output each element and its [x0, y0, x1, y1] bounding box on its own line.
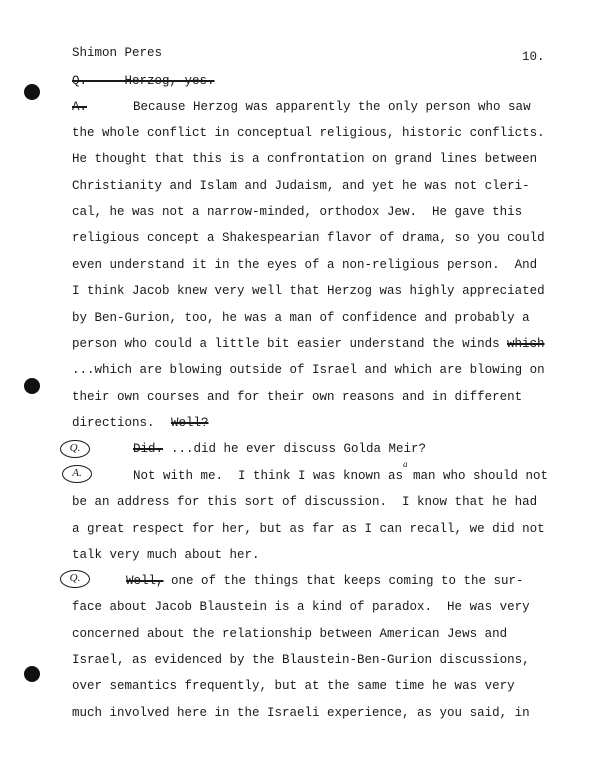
- text-line: ...which are blowing outside of Israel and which are blowing on: [72, 363, 545, 377]
- punch-hole-middle: [24, 378, 40, 394]
- text-line: Christianity and Islam and Judaism, and yet he was not cleri-: [72, 179, 530, 193]
- text-line: person who could a little bit easier understand the winds: [72, 337, 500, 351]
- text-line: religious concept a Shakespearian flavor of drama, so you could: [72, 231, 545, 245]
- text-line: over semantics frequently, but at the same time he was very: [72, 679, 515, 693]
- text-line: I think Jacob knew very well that Herzog was highly appreciated: [72, 284, 545, 298]
- text-line: the whole conflict in conceptual religious, historic conflicts.: [72, 126, 545, 140]
- text-line: one of the things that keeps coming to the sur-: [171, 574, 524, 588]
- question-circle: Q.: [60, 440, 90, 458]
- struck-word-well: Well,: [126, 574, 164, 588]
- text-line: face about Jacob Blaustein is a kind of paradox. He was very: [72, 600, 530, 614]
- punch-hole-top: [24, 84, 40, 100]
- struck-word-well: Well?: [171, 416, 209, 430]
- text-line: directions.: [72, 416, 155, 430]
- handwritten-insertion: a: [403, 459, 408, 469]
- text-line: a great respect for her, but as far as I can recall, we did not: [72, 522, 545, 536]
- text-line: cal, he was not a narrow-minded, orthodox Jew. He gave this: [72, 205, 523, 219]
- punch-hole-bottom: [24, 666, 40, 682]
- answer-circle: A.: [62, 465, 92, 483]
- struck-question-line: Q. Herzog, yes.: [72, 74, 215, 88]
- text-line: ...did he ever discuss Golda Meir?: [171, 442, 427, 456]
- text-line: by Ben-Gurion, too, he was a man of confidence and probably a: [72, 311, 530, 325]
- text-line: Israel, as evidenced by the Blaustein-Ben-Gurion discussions,: [72, 653, 530, 667]
- struck-word-which: which: [507, 337, 545, 351]
- text-line: Because Herzog was apparently the only person who saw: [133, 100, 531, 114]
- text-line: concerned about the relationship between American Jews and: [72, 627, 508, 641]
- header-name: Shimon Peres: [72, 46, 163, 60]
- text-line: Not with me. I think I was known as: [133, 469, 404, 483]
- text-line: even understand it in the eyes of a non-religious person. And: [72, 258, 538, 272]
- text-line: much involved here in the Israeli experience, as you said, in: [72, 706, 530, 720]
- struck-answer-label: A.: [72, 100, 88, 114]
- question-circle: Q.: [60, 570, 90, 588]
- struck-word-did: Did.: [133, 442, 164, 456]
- text-line: man who should not: [413, 469, 549, 483]
- text-line: be an address for this sort of discussion. I know that he had: [72, 495, 538, 509]
- text-line: their own courses and for their own reasons and in different: [72, 390, 523, 404]
- text-line: talk very much about her.: [72, 548, 260, 562]
- page-number: 10.: [522, 50, 545, 64]
- text-line: He thought that this is a confrontation on grand lines between: [72, 152, 538, 166]
